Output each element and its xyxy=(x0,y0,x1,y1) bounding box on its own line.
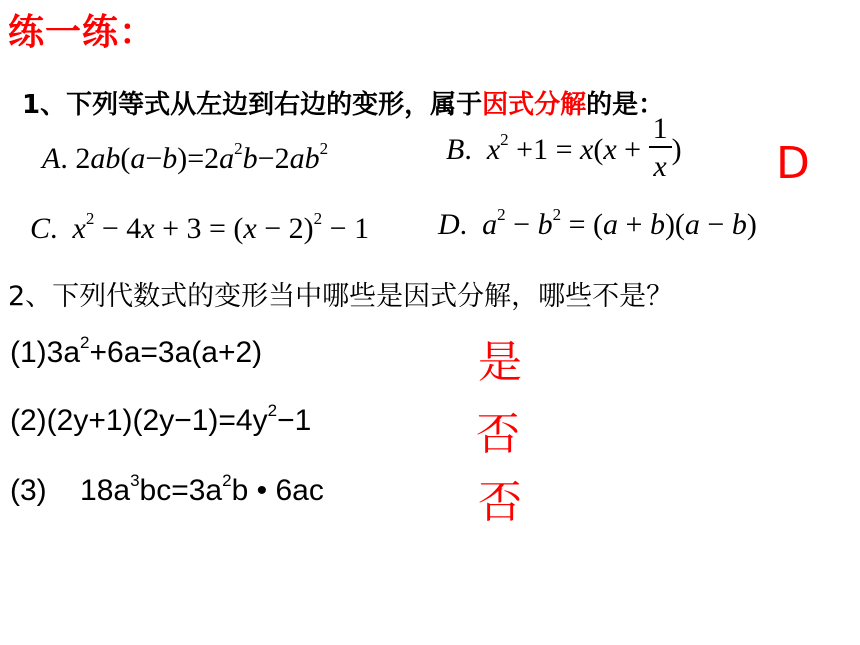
question-1-text-after: 的是： xyxy=(586,90,665,120)
item-1-label: (1) xyxy=(10,336,47,369)
option-c: C. $x^2 - 4x + 3 = (x - 2)^2 - 1$ xyxy=(30,209,370,245)
item-3-label: (3) xyxy=(10,474,47,507)
item-2-answer: 否 xyxy=(476,409,520,460)
option-d: D. $a^2 - b^2 = (a + b)(a - b)$ xyxy=(438,205,757,241)
option-a: A. $2ab(a-b)=2a^2b-2ab^2$ xyxy=(42,139,329,175)
item-1: $(1)3a^2+6a=3a(a+2)$ xyxy=(10,333,263,369)
fraction-1-over-x: $\frac{1}{x}$ xyxy=(649,114,672,182)
question-1-number: 1 xyxy=(22,90,41,120)
item-3-answer: 否 xyxy=(478,477,522,528)
question-1 xyxy=(22,84,664,121)
page-title: 练一练： xyxy=(8,12,157,53)
option-b: B. $x^2 +1 = x(x$ + $\frac{1}{x}$ ) xyxy=(446,112,682,183)
question-1-text-before: 、下列等式从左边到右边的变形，属于 xyxy=(40,90,483,120)
item-2: $(2)(2y+1)(2y-1)=4y^2-1$ xyxy=(10,401,312,437)
item-1-answer: 是 xyxy=(478,337,522,388)
question-2: 2、下列代数式的变形当中哪些是因式分解，哪些不是？ xyxy=(8,281,674,312)
item-3: (3) $18a^3bc=3a^2b$ • 6ac xyxy=(10,471,324,507)
question-1-answer: D xyxy=(776,138,810,189)
question-1-highlight: 因式分解 xyxy=(482,90,587,120)
item-2-label: (2) xyxy=(10,404,47,437)
